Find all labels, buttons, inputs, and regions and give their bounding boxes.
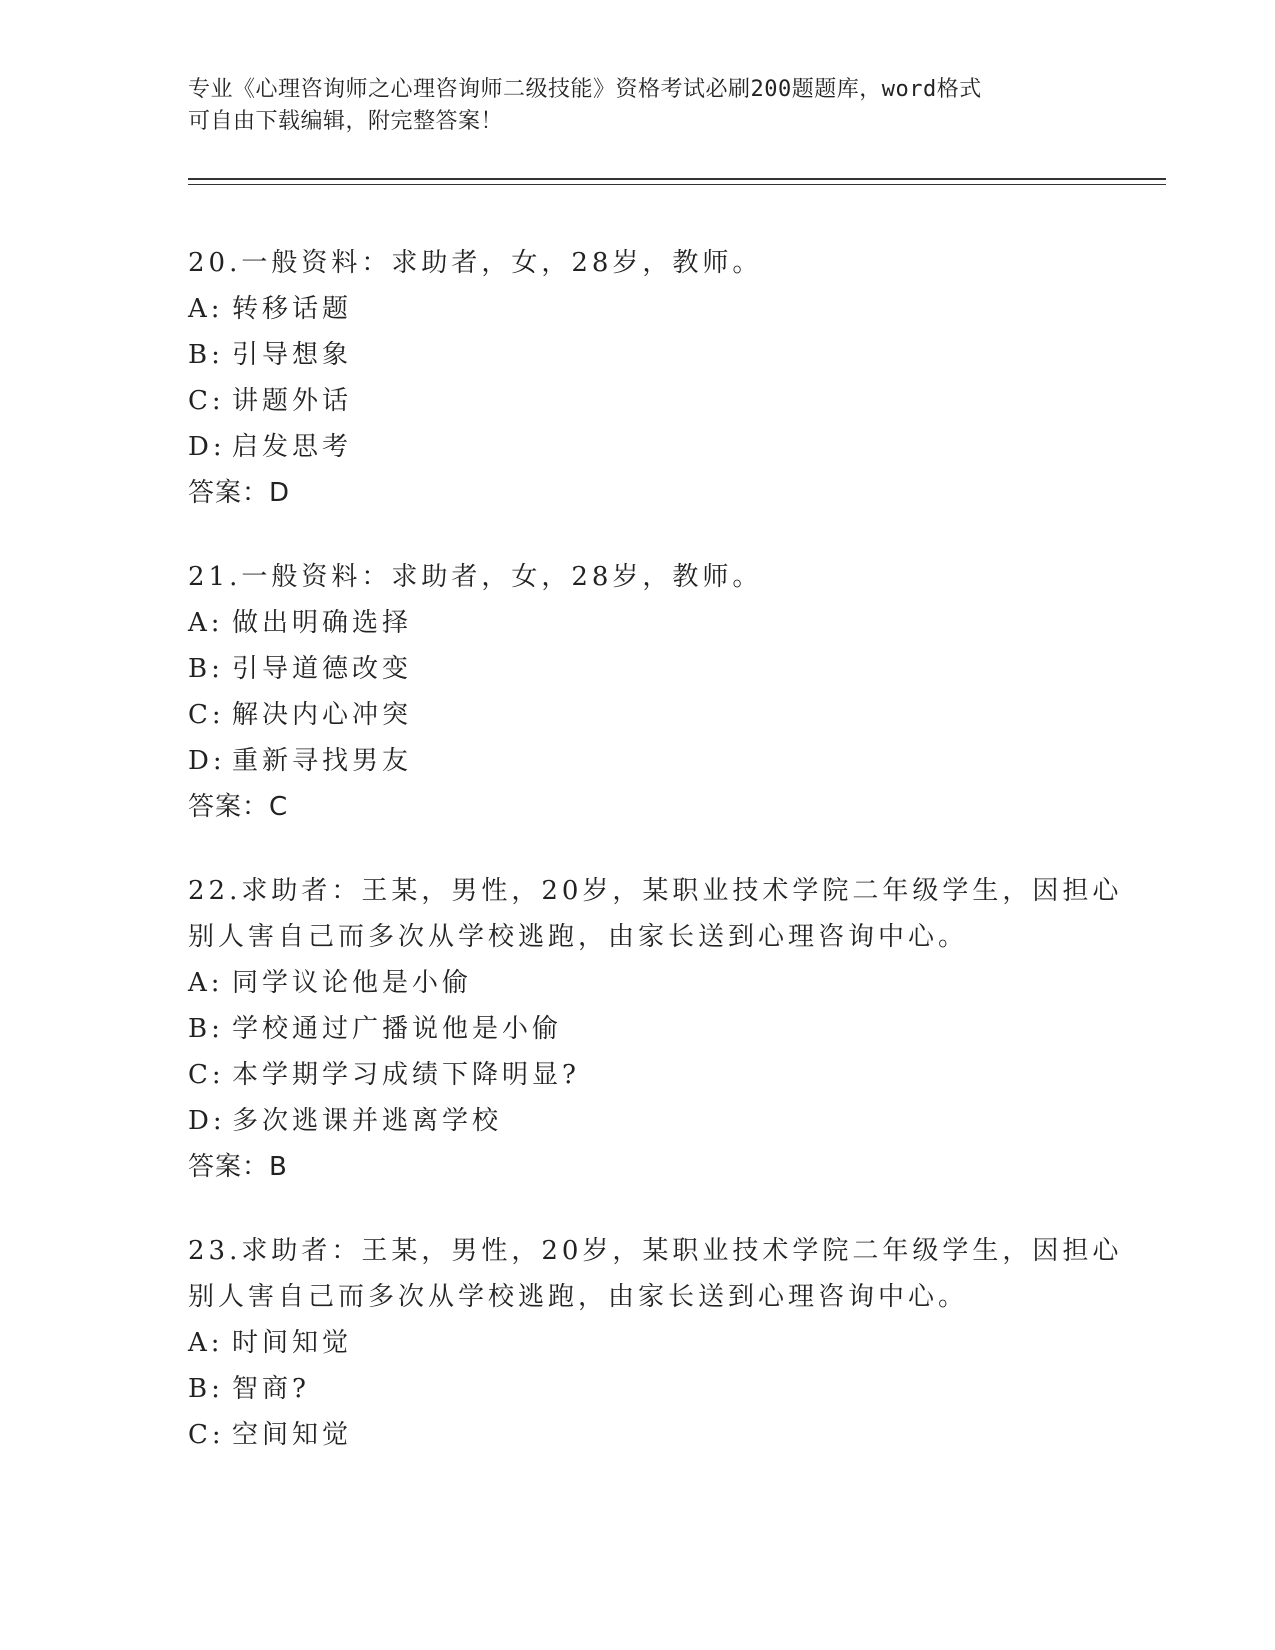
answer-line: 答案：C bbox=[188, 792, 289, 822]
option-letter: C: bbox=[188, 386, 225, 416]
header-line-2: 可自由下载编辑，附完整答案！ bbox=[188, 109, 504, 134]
option-letter: D: bbox=[188, 432, 226, 462]
option-d bbox=[188, 424, 1108, 470]
option-letter: C: bbox=[188, 1060, 225, 1090]
header-line-1: 专业《心理咨询师之心理咨询师二级技能》资格考试必刷200题题库，word格式 bbox=[188, 77, 982, 102]
option-text: 启发思考 bbox=[232, 432, 353, 462]
option-a bbox=[188, 286, 1108, 332]
question-item bbox=[188, 1228, 1123, 1458]
option-text: 智商? bbox=[232, 1374, 310, 1404]
header-divider-thin bbox=[188, 184, 1166, 185]
option-text: 多次逃课并逃离学校 bbox=[232, 1106, 503, 1136]
option-a bbox=[188, 960, 1108, 1006]
question-stem: 22.求助者：王某，男性，20岁，某职业技术学院二年级学生，因担心 bbox=[188, 876, 1123, 906]
question-item bbox=[188, 240, 1108, 516]
option-c bbox=[188, 378, 1108, 424]
option-b bbox=[188, 332, 1108, 378]
option-c bbox=[188, 1412, 1108, 1458]
answer-line: 答案：D bbox=[188, 478, 291, 508]
question-stem: 21.一般资料：求助者，女，28岁，教师。 bbox=[188, 562, 763, 592]
option-text: 讲题外话 bbox=[232, 386, 353, 416]
option-text: 同学议论他是小偷 bbox=[232, 968, 473, 998]
option-letter: B: bbox=[188, 1014, 224, 1044]
option-text: 引导想象 bbox=[232, 340, 353, 370]
question-stem-continued: 别人害自己而多次从学校逃跑，由家长送到心理咨询中心。 bbox=[188, 922, 969, 952]
option-b bbox=[188, 1366, 1108, 1412]
option-letter: A: bbox=[188, 968, 224, 998]
option-a bbox=[188, 1320, 1108, 1366]
option-text: 转移话题 bbox=[232, 294, 353, 324]
option-letter: A: bbox=[188, 1328, 224, 1358]
option-c bbox=[188, 1052, 1108, 1098]
option-text: 学校通过广播说他是小偷 bbox=[232, 1014, 563, 1044]
option-text: 做出明确选择 bbox=[232, 608, 413, 638]
option-text: 本学期学习成绩下降明显? bbox=[232, 1060, 580, 1090]
option-d bbox=[188, 738, 1108, 784]
option-letter: B: bbox=[188, 654, 224, 684]
option-letter: A: bbox=[188, 608, 224, 638]
option-letter: C: bbox=[188, 700, 225, 730]
option-text: 解决内心冲突 bbox=[232, 700, 413, 730]
option-a bbox=[188, 600, 1108, 646]
option-b bbox=[188, 646, 1108, 692]
option-c bbox=[188, 692, 1108, 738]
option-d bbox=[188, 1098, 1108, 1144]
option-text: 时间知觉 bbox=[232, 1328, 353, 1358]
option-letter: A: bbox=[188, 294, 224, 324]
option-text: 重新寻找男友 bbox=[232, 746, 413, 776]
option-text: 空间知觉 bbox=[232, 1420, 353, 1450]
question-stem-continued: 别人害自己而多次从学校逃跑，由家长送到心理咨询中心。 bbox=[188, 1282, 969, 1312]
question-item bbox=[188, 554, 1108, 830]
answer-line: 答案：B bbox=[188, 1152, 288, 1182]
option-letter: B: bbox=[188, 1374, 224, 1404]
option-letter: C: bbox=[188, 1420, 225, 1450]
question-stem: 20.一般资料：求助者，女，28岁，教师。 bbox=[188, 248, 763, 278]
option-b bbox=[188, 1006, 1108, 1052]
option-letter: D: bbox=[188, 1106, 226, 1136]
option-letter: B: bbox=[188, 340, 224, 370]
question-item bbox=[188, 868, 1123, 1190]
option-text: 引导道德改变 bbox=[232, 654, 413, 684]
question-stem: 23.求助者：王某，男性，20岁，某职业技术学院二年级学生，因担心 bbox=[188, 1236, 1123, 1266]
header-divider-thick bbox=[188, 178, 1166, 180]
document-header bbox=[188, 74, 1068, 138]
option-letter: D: bbox=[188, 746, 226, 776]
question-list bbox=[188, 240, 1123, 1496]
